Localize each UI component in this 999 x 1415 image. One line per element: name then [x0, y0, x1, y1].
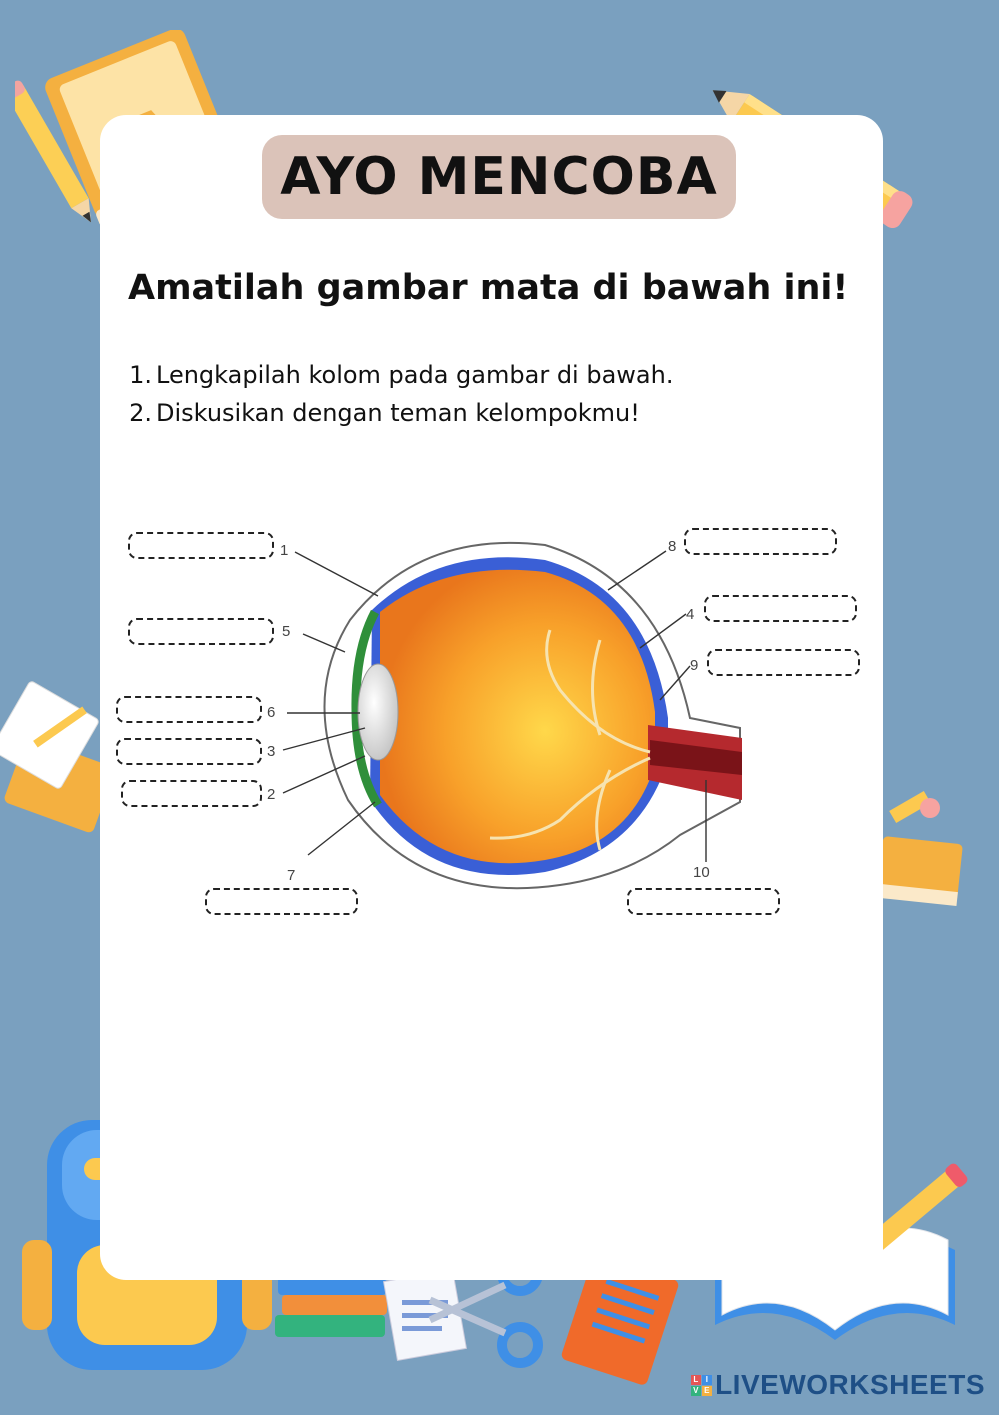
answer-box-10[interactable] — [627, 888, 780, 915]
logo-text: LIVEWORKSHEETS — [715, 1369, 985, 1400]
answer-box-3[interactable] — [116, 738, 262, 765]
answer-box-9[interactable] — [707, 649, 860, 676]
diagram-label: 4 — [686, 606, 695, 623]
diagram-label: 8 — [668, 538, 677, 555]
answer-box-8[interactable] — [684, 528, 837, 555]
answer-box-2[interactable] — [121, 780, 262, 807]
liveworksheets-logo — [691, 1369, 985, 1401]
diagram-label: 1 — [280, 542, 289, 559]
instruction-heading: Amatilah gambar mata di bawah ini! — [128, 268, 849, 308]
step-number: 2. — [129, 399, 152, 427]
diagram-label: 10 — [693, 864, 710, 881]
logo-mark-icon: L I V E — [691, 1375, 712, 1396]
answer-box-1[interactable] — [128, 532, 274, 559]
step-text: Lengkapilah kolom pada gambar di bawah. — [156, 361, 674, 389]
answer-box-5[interactable] — [128, 618, 274, 645]
page-title: AYO MENCOBA — [280, 147, 718, 207]
answer-box-7[interactable] — [205, 888, 358, 915]
answer-box-4[interactable] — [704, 595, 857, 622]
step-text: Diskusikan dengan teman kelompokmu! — [156, 399, 640, 427]
diagram-label: 7 — [287, 867, 296, 884]
diagram-label: 9 — [690, 657, 699, 674]
diagram-label: 3 — [267, 743, 276, 760]
diagram-label: 6 — [267, 704, 276, 721]
step-number: 1. — [129, 361, 152, 389]
answer-box-6[interactable] — [116, 696, 262, 723]
diagram-label: 2 — [267, 786, 276, 803]
diagram-label: 5 — [282, 623, 291, 640]
